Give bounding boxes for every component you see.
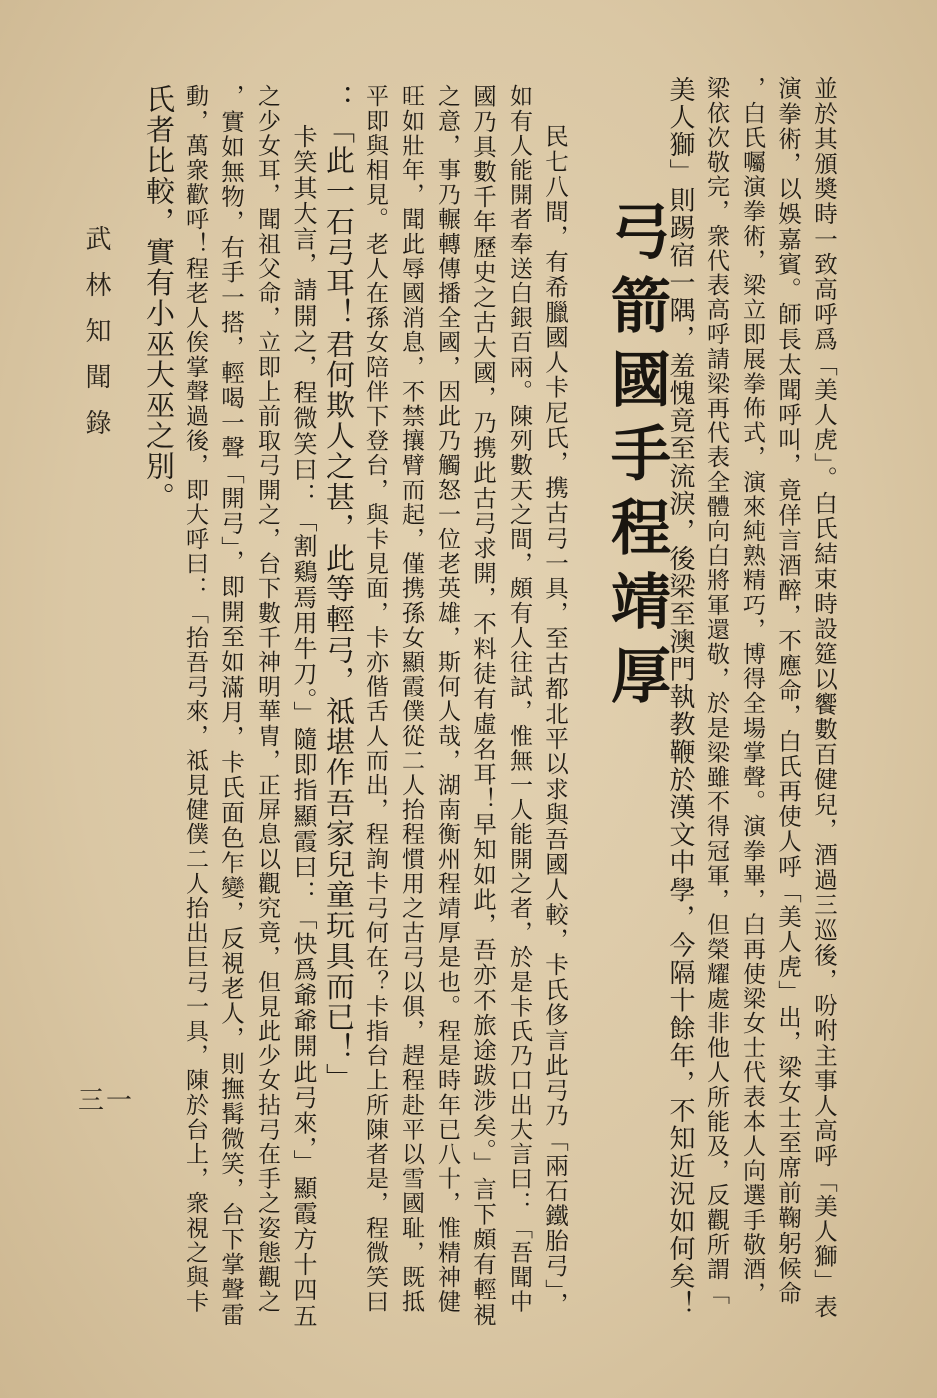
text-column: 旺如壯年，聞此辱國消息，不禁攘臂而起，僅携孫女顯霞僕從二人抬程慣用之古弓以俱，趕程赴平以雪國耻，既抵 — [398, 84, 424, 1314]
text-column: 之少女耳，聞祖父命，立即上前取弓開之，台下數千神明華胄，正屏息以觀究竟，但見此少女拈弓在手之姿態觀之 — [254, 84, 280, 1314]
text-column: ，實如無物，右手一搭，輕喝一聲「開弓」，即開至如滿月，卡氏面色乍變，反視老人，則撫髯微笑，台下掌聲雷 — [217, 84, 245, 1328]
text-column: ：「此一石弓耳！君何欺人之甚，此等輕弓，祗堪作吾家兒童玩具而已！」 — [322, 84, 356, 1094]
running-title: 武林知聞錄 — [81, 225, 111, 455]
text-column: 梁依次敬完，衆代表高呼請梁再代表全體向白將軍還敬，於是梁雖不得冠軍，但榮耀處非他人所能及，反觀所謂「 — [703, 76, 729, 1306]
page-number: 三一 — [78, 1086, 135, 1116]
text-column: 動，萬衆歡呼！程老人俟掌聲過後，即大呼曰：「抬吾弓來，祗見健僕二人抬出巨弓一具，陳於台上，衆視之與卡 — [182, 84, 208, 1314]
text-column: 國乃具數千年歷史之古大國，乃携此古弓求開，不料徒有虛名耳！早知如此，吾亦不旅途跋涉矣。」言下頗有輕視 — [469, 84, 497, 1328]
text-column: 民七八間，有希臘國人卡尼氏，携古弓一具，至古都北平以求與吾國人較，卡氏侈言此弓乃「兩石鐵胎弓」， — [541, 124, 569, 1318]
text-column: 演拳術，以娛嘉賓。師長太聞呼叫，竟佯言酒醉，不應命，白氏再使人呼「美人虎」出，梁女士至席前鞠躬候命 — [774, 76, 802, 1306]
text-column: 平即與相見。老人在孫女陪伴下登台，與卡見面，卡亦偕舌人而出，程詢卡弓何在？卡指台上所陳者是，程微笑曰 — [362, 84, 388, 1314]
article-title: 弓箭國手程靖厚 — [601, 200, 671, 718]
text-column: ，白氏囑演拳術，梁立即展拳佈式，演來純熟精巧，博得全場掌聲。演拳畢，白再使梁女士代表本人向選手敬酒， — [739, 76, 765, 1306]
text-column: 如有人能開者奉送白銀百兩。陳列數天之間，頗有人往試，惟無一人能開之者，於是卡氏乃口出大言曰：「吾聞中 — [506, 84, 532, 1314]
text-column: 之意，事乃輾轉傳播全國，因此乃觸怒一位老英雄，斯何人哉，湖南衡州程靖厚是也。程是時年已八十，惟精神健 — [434, 84, 460, 1314]
text-column: 並於其頒奬時一致高呼爲「美人虎」。白氏結束時設筵以饗數百健兒，酒過三巡後，吩咐主事人高呼「美人獅」表 — [810, 76, 838, 1320]
text-column: 美人獅」則踢宿一隅，羞愧竟至流淚，後梁至澳門執教鞭於漢文中學，今隔十餘年，不知近況如何矣！ — [665, 76, 695, 1318]
text-column: 卡笑其大言，請開之，程微笑曰：「割鷄焉用牛刀。」隨即指顯霞曰：「快爲爺爺開此弓來，」顯霞方十四五 — [289, 124, 317, 1329]
text-column: 氏者比較，實有小巫大巫之別。 — [142, 84, 176, 513]
